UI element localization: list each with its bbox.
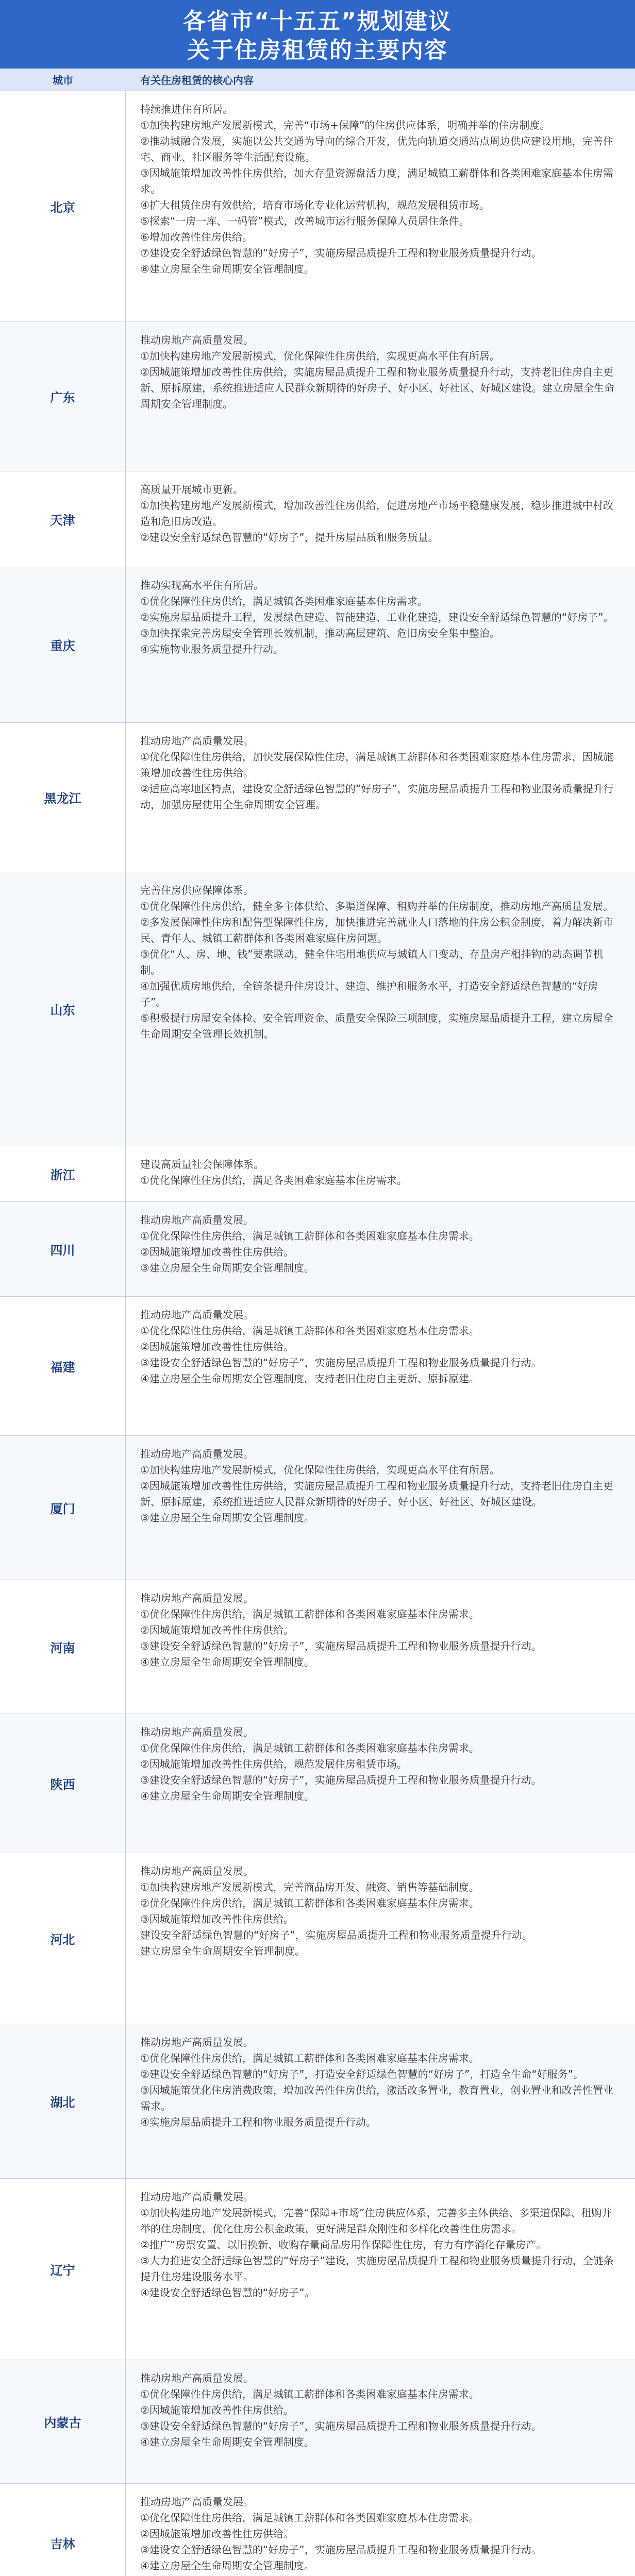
table-row bbox=[0, 1146, 635, 1202]
row-content bbox=[126, 1202, 635, 1296]
content-line: ①优化保障性住房供给，满足城镇工薪群体和各类困难家庭基本住房需求。 bbox=[140, 1742, 479, 1754]
row-content bbox=[126, 1714, 635, 1853]
row-city: 重庆 bbox=[0, 567, 126, 722]
content-line: ②实施房屋品质提升工程，发展绿色建造、智能建造、工业化建造，建设安全舒适绿色智慧的“好房子”。 bbox=[140, 611, 614, 623]
content-line: ①优化保障性住房供给，加快发展保障性住房，满足城镇工薪群体和各类困难家庭基本住房需求，因城施策增加改善性住房供给。 bbox=[140, 751, 613, 779]
row-content bbox=[126, 723, 635, 872]
row-content bbox=[126, 1580, 635, 1714]
content-line: ⑧建立房屋全生命周期安全管理制度。 bbox=[140, 263, 314, 275]
content-line: ③建设安全舒适绿色智慧的“好房子”，实施房屋品质提升工程和物业服务质量提升行动。 bbox=[140, 1774, 542, 1786]
row-content bbox=[126, 567, 635, 722]
row-content bbox=[126, 322, 635, 471]
content-line: 推动房地产高质量发展。 bbox=[140, 2191, 254, 2203]
row-content bbox=[126, 1436, 635, 1580]
row-city: 吉林 bbox=[0, 2484, 126, 2576]
table-row bbox=[0, 567, 635, 723]
column-header-content: 有关住房租赁的核心内容 bbox=[140, 74, 254, 87]
content-line: 推动房地产高质量发展。 bbox=[140, 2372, 254, 2384]
content-line: ④建立房屋全生命周期安全管理制度，支持老旧住房自主更新、原拆原建。 bbox=[140, 1372, 479, 1385]
table-row bbox=[0, 872, 635, 1146]
content-line: 推动房地产高质量发展。 bbox=[140, 2496, 254, 2508]
content-line: ①优化保障性住房供给，满足城镇各类困难家庭基本住房需求。 bbox=[140, 595, 428, 607]
row-content bbox=[126, 471, 635, 567]
table-row bbox=[0, 471, 635, 567]
content-line: 推动房地产高质量发展。 bbox=[140, 334, 254, 346]
row-city: 四川 bbox=[0, 1202, 126, 1296]
row-city: 陕西 bbox=[0, 1714, 126, 1853]
content-line: ④建立房屋全生命周期安全管理制度。 bbox=[140, 2436, 314, 2448]
content-line: ②建设安全舒适绿色智慧的“好房子”，打造安全舒适绿色智慧的“好房子”，打造全生命“好服务”。 bbox=[140, 2068, 584, 2080]
row-content bbox=[126, 2179, 635, 2360]
table-row bbox=[0, 91, 635, 322]
row-content bbox=[126, 1853, 635, 2024]
content-line: 推动房地产高质量发展。 bbox=[140, 1448, 254, 1460]
row-city: 北京 bbox=[0, 91, 126, 321]
content-line: 建设高质量社会保障体系。 bbox=[140, 1158, 264, 1171]
row-content bbox=[126, 2024, 635, 2178]
content-line: 建设安全舒适绿色智慧的“好房子”，实施房屋品质提升工程和物业服务质量提升行动。 bbox=[140, 1929, 532, 1941]
content-line: ①优化保障性住房供给，满足城镇工薪群体和各类困难家庭基本住房需求。 bbox=[140, 2052, 479, 2064]
row-city: 浙江 bbox=[0, 1146, 126, 1201]
page-subtitle: 关于住房租赁的主要内容 bbox=[187, 37, 448, 63]
column-header-city: 城市 bbox=[53, 74, 73, 87]
content-line: ⑤探索“一房一库、一码管”模式，改善城市运行服务保障人员居住条件。 bbox=[140, 215, 470, 227]
content-line: ④实施房屋品质提升工程和物业服务质量提升行动。 bbox=[140, 2116, 376, 2128]
table-header bbox=[0, 69, 635, 91]
table-row bbox=[0, 1436, 635, 1580]
content-line: ①加快构建房地产发展新模式，增加改善性住房供给，促进房地产市场平稳健康发展，稳步推进城中村改造和危旧房改造。 bbox=[140, 499, 613, 528]
content-line: ③大力推进安全舒适绿色智慧的“好房子”建设，实施房屋品质提升工程和物业服务质量提升行动，全链条提升住房建设服务水平。 bbox=[140, 2255, 614, 2283]
row-content bbox=[126, 91, 635, 321]
content-line: ②建设安全舒适绿色智慧的“好房子”，提升房屋品质和服务质量。 bbox=[140, 531, 439, 544]
table-row bbox=[0, 2484, 635, 2576]
table-row bbox=[0, 723, 635, 872]
content-line: ①加快构建房地产发展新模式，完善“市场+保障”的住房供应体系，明确并举的住房制度。 bbox=[140, 119, 550, 131]
content-line: ④加强优质房地供给，全链条提升住房设计、建造、维护和服务水平，打造安全舒适绿色智慧的“好房子”。 bbox=[140, 980, 598, 1008]
table-row bbox=[0, 1202, 635, 1297]
content-line: ①优化保障性住房供给，满足城镇工薪群体和各类困难家庭基本住房需求。 bbox=[140, 1230, 479, 1242]
content-line: 推动房地产高质量发展。 bbox=[140, 1726, 254, 1738]
content-line: ①加快构建房地产发展新模式，完善商品房开发、融资、销售等基础制度。 bbox=[140, 1881, 479, 1893]
content-line: ②多发展保障性住房和配售型保障性住房，加快推进完善就业人口落地的住房公积金制度，着力解决新市民、青年人、城镇工薪群体和各类困难家庭住房问题。 bbox=[140, 916, 613, 944]
content-line: ②因城施策增加改善性住房供给，规范发展住房租赁市场。 bbox=[140, 1758, 407, 1770]
content-line: ①加快构建房地产发展新模式，完善“保障+市场”住房供应体系，完善多主体供给、多渠道保障、租购并举的住房制度，优化住房公积金政策，更好满足群众刚性和多样化改善性住房需求。 bbox=[140, 2207, 612, 2235]
content-line: ②因城施策增加改善性住房供给。 bbox=[140, 1341, 294, 1353]
table-row bbox=[0, 2024, 635, 2179]
row-content bbox=[126, 2484, 635, 2576]
table-row bbox=[0, 2360, 635, 2484]
content-line: ③因城施策增加改善性住房供给。 bbox=[140, 1913, 294, 1925]
content-line: ③因城施策增加改善性住房供给，加大存量资源盘活力度，满足城镇工薪群体和各类困难家庭基本住房需求。 bbox=[140, 167, 613, 195]
row-content bbox=[126, 2360, 635, 2483]
row-city: 厦门 bbox=[0, 1436, 126, 1580]
row-content bbox=[126, 1146, 635, 1201]
content-line: 推动房地产高质量发展。 bbox=[140, 2036, 254, 2048]
row-city: 河南 bbox=[0, 1580, 126, 1714]
content-line: 持续推进住有所居。 bbox=[140, 103, 233, 115]
content-line: ②因城施策增加改善性住房供给。 bbox=[140, 2404, 294, 2416]
content-line: ①优化保障性住房供给，满足城镇工薪群体和各类困难家庭基本住房需求。 bbox=[140, 1325, 479, 1337]
table-row bbox=[0, 1853, 635, 2024]
content-line: ②因城施策增加改善性住房供给。 bbox=[140, 2528, 294, 2540]
content-line: ①优化保障性住房供给，满足城镇工薪群体和各类困难家庭基本住房需求。 bbox=[140, 2512, 479, 2524]
row-city: 广东 bbox=[0, 322, 126, 471]
content-line: 推动房地产高质量发展。 bbox=[140, 1309, 254, 1321]
content-line: ③建设安全舒适绿色智慧的“好房子”，实施房屋品质提升工程和物业服务质量提升行动。 bbox=[140, 1640, 542, 1652]
content-line: 推动房地产高质量发展。 bbox=[140, 1865, 254, 1877]
content-line: 推动房地产高质量发展。 bbox=[140, 1592, 254, 1604]
content-line: ②因城施策增加改善性住房供给，实施房屋品质提升工程和物业服务质量提升行动，支持老旧住房自主更新、原拆原建，系统推进适应人民群众新期待的好房子、好小区、好社区、好城区建设。 bbox=[140, 1480, 613, 1508]
content-line: ③建设安全舒适绿色智慧的“好房子”，实施房屋品质提升工程和物业服务质量提升行动。 bbox=[140, 2544, 542, 2556]
content-line: 高质量开展城市更新。 bbox=[140, 483, 243, 496]
table-row bbox=[0, 1580, 635, 1714]
row-city: 湖北 bbox=[0, 2024, 126, 2178]
table-body bbox=[0, 91, 635, 2576]
content-line: ⑥增加改善性住房供给。 bbox=[140, 231, 253, 243]
table-row bbox=[0, 2179, 635, 2360]
content-line: ①优化保障性住房供给，满足各类困难家庭基本住房需求。 bbox=[140, 1174, 407, 1187]
row-city: 内蒙古 bbox=[0, 2360, 126, 2483]
content-line: ②优化保障性住房供给，满足城镇工薪群体和各类困难家庭基本住房需求。 bbox=[140, 1897, 479, 1909]
content-line: ③建立房屋全生命周期安全管理制度。 bbox=[140, 1262, 314, 1274]
table-row bbox=[0, 1714, 635, 1853]
row-city: 福建 bbox=[0, 1297, 126, 1435]
content-line: ⑦建设安全舒适绿色智慧的“好房子”，实施房屋品质提升工程和物业服务质量提升行动。 bbox=[140, 247, 542, 259]
row-content bbox=[126, 1297, 635, 1435]
content-line: ④实施物业服务质量提升行动。 bbox=[140, 643, 283, 655]
row-city: 河北 bbox=[0, 1853, 126, 2024]
content-line: ②因城施策增加改善性住房供给，实施房屋品质提升工程和物业服务质量提升行动，支持老旧住房自主更新、原拆原建，系统推进适应人民群众新期待的好房子、好小区、好社区、好城区建设。建立房屋全生命周期安全管理制度。 bbox=[140, 366, 614, 410]
content-line: ③优化“人、房、地、钱”要素联动，健全住宅用地供应与城镇人口变动、存量房产相挂钩的动态调节机制。 bbox=[140, 948, 604, 976]
content-line: ①加快构建房地产发展新模式，优化保障性住房供给，实现更高水平住有所居。 bbox=[140, 350, 500, 362]
page-title: 各省市“十五五”规划建议 bbox=[183, 8, 452, 35]
row-content bbox=[126, 872, 635, 1146]
content-line: ④扩大租赁住房有效供给，培育市场化专业化运营机构，规范发展租赁市场。 bbox=[140, 199, 490, 211]
content-line: ②适应高寒地区特点，建设安全舒适绿色智慧的“好房子”，实施房屋品质提升工程和物业服务质量提升行动，加强房屋使用全生命周期安全管理。 bbox=[140, 783, 614, 811]
row-city: 辽宁 bbox=[0, 2179, 126, 2360]
row-city: 黑龙江 bbox=[0, 723, 126, 872]
content-line: ③建设安全舒适绿色智慧的“好房子”，实施房屋品质提升工程和物业服务质量提升行动。 bbox=[140, 2420, 542, 2432]
content-line: ①优化保障性住房供给，健全多主体供给、多渠道保障、租购并举的住房制度，推动房地产高质量发展。 bbox=[140, 900, 613, 912]
content-line: ①加快构建房地产发展新模式，优化保障性住房供给，实现更高水平住有所居。 bbox=[140, 1464, 500, 1476]
content-line: 推动房地产高质量发展。 bbox=[140, 735, 254, 747]
content-line: ⑤积极提行房屋安全体检、安全管理资金、质量安全保险三项制度，实施房屋品质提升工程，建立房屋全生命周期安全管理长效机制。 bbox=[140, 1012, 613, 1040]
content-line: 完善住房供应保障体系。 bbox=[140, 884, 254, 896]
table-row bbox=[0, 322, 635, 471]
content-line: ①优化保障性住房供给，满足城镇工薪群体和各类困难家庭基本住房需求。 bbox=[140, 2388, 479, 2400]
content-line: ②推动城融合发展，实施以公共交通为导向的综合开发，优先向轨道交通站点周边供应建设用地，完善住宅、商业、社区服务等生活配套设施。 bbox=[140, 135, 613, 163]
content-line: ③建立房屋全生命周期安全管理制度。 bbox=[140, 1512, 314, 1524]
content-line: ④建设安全舒适绿色智慧的“好房子”。 bbox=[140, 2286, 315, 2299]
content-line: ②因城施策增加改善性住房供给。 bbox=[140, 1246, 294, 1258]
page-header bbox=[0, 0, 635, 69]
content-line: ②推广“房票安置、以旧换新、收购存量商品房用作保障性住房，有力有序消化存量房产。 bbox=[140, 2239, 547, 2251]
content-line: ①优化保障性住房供给，满足城镇工薪群体和各类困难家庭基本住房需求。 bbox=[140, 1608, 479, 1620]
content-line: ④建立房屋全生命周期安全管理制度。 bbox=[140, 1790, 314, 1802]
content-line: 推动实现高水平住有所居。 bbox=[140, 579, 264, 591]
row-city: 山东 bbox=[0, 872, 126, 1146]
content-line: 建立房屋全生命周期安全管理制度。 bbox=[140, 1945, 305, 1957]
content-line: 推动房地产高质量发展。 bbox=[140, 1214, 254, 1226]
row-city: 天津 bbox=[0, 471, 126, 567]
content-line: ④建立房屋全生命周期安全管理制度。 bbox=[140, 2560, 314, 2572]
content-line: ②因城施策增加改善性住房供给。 bbox=[140, 1624, 294, 1636]
table-row bbox=[0, 1297, 635, 1436]
content-line: ③因城施策优化住房消费政策，增加改善性住房供给，激活改多置业，教育置业，创业置业和改善性置业需求。 bbox=[140, 2084, 613, 2112]
content-line: ③建设安全舒适绿色智慧的“好房子”，实施房屋品质提升工程和物业服务质量提升行动。 bbox=[140, 1357, 542, 1369]
content-line: ④建立房屋全生命周期安全管理制度。 bbox=[140, 1656, 314, 1668]
content-line: ③加快探索完善房屋安全管理长效机制，推动高层建筑、危旧房安全集中整治。 bbox=[140, 627, 500, 639]
